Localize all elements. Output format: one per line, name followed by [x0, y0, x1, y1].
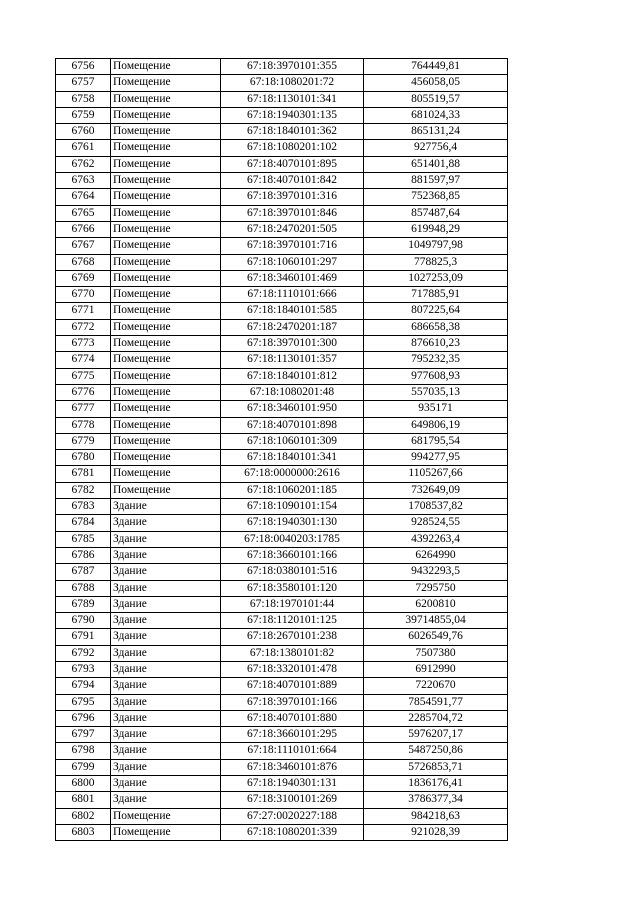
- table-row: [56, 824, 508, 840]
- table-row: [56, 205, 508, 221]
- table-row: [56, 580, 508, 596]
- cadastral-number-cell: 67:18:2670101:238: [221, 629, 364, 645]
- cadastral-number-cell: 67:18:4070101:889: [221, 678, 364, 694]
- cadastral-value-cell: 984218,63: [364, 808, 508, 824]
- table-row: [56, 352, 508, 368]
- table-row: [56, 319, 508, 335]
- table-row: [56, 384, 508, 400]
- row-number-cell: 6765: [56, 205, 111, 221]
- cadastral-number-cell: 67:18:3100101:269: [221, 792, 364, 808]
- object-type-cell: Помещение: [111, 173, 221, 189]
- table-row: [56, 140, 508, 156]
- cadastral-value-cell: 5976207,17: [364, 727, 508, 743]
- cadastral-value-cell: 857487,64: [364, 205, 508, 221]
- object-type-cell: Помещение: [111, 91, 221, 107]
- cadastral-number-cell: 67:18:1110101:666: [221, 287, 364, 303]
- object-type-cell: Здание: [111, 661, 221, 677]
- cadastral-value-cell: 7854591,77: [364, 694, 508, 710]
- table-row: [56, 173, 508, 189]
- object-type-cell: Помещение: [111, 189, 221, 205]
- row-number-cell: 6788: [56, 580, 111, 596]
- row-number-cell: 6778: [56, 417, 111, 433]
- row-number-cell: 6763: [56, 173, 111, 189]
- row-number-cell: 6767: [56, 238, 111, 254]
- table-row: [56, 743, 508, 759]
- row-number-cell: 6797: [56, 727, 111, 743]
- object-type-cell: Помещение: [111, 270, 221, 286]
- table-row: [56, 727, 508, 743]
- cadastral-number-cell: 67:18:3970101:355: [221, 59, 364, 75]
- cadastral-value-cell: 456058,05: [364, 75, 508, 91]
- row-number-cell: 6764: [56, 189, 111, 205]
- cadastral-value-cell: 807225,64: [364, 303, 508, 319]
- table-row: [56, 531, 508, 547]
- cadastral-value-cell: 921028,39: [364, 824, 508, 840]
- row-number-cell: 6761: [56, 140, 111, 156]
- cadastral-value-cell: 5487250,86: [364, 743, 508, 759]
- object-type-cell: Здание: [111, 743, 221, 759]
- cadastral-value-cell: 39714855,04: [364, 613, 508, 629]
- cadastral-number-cell: 67:18:1080201:339: [221, 824, 364, 840]
- row-number-cell: 6803: [56, 824, 111, 840]
- table-row: [56, 792, 508, 808]
- row-number-cell: 6769: [56, 270, 111, 286]
- cadastral-number-cell: 67:18:1840101:812: [221, 368, 364, 384]
- cadastral-number-cell: 67:18:1130101:341: [221, 91, 364, 107]
- table-row: [56, 466, 508, 482]
- object-type-cell: Здание: [111, 596, 221, 612]
- table-row: [56, 287, 508, 303]
- row-number-cell: 6759: [56, 107, 111, 123]
- object-type-cell: Помещение: [111, 384, 221, 400]
- object-type-cell: Помещение: [111, 107, 221, 123]
- cadastral-value-cell: 994277,95: [364, 450, 508, 466]
- cadastral-value-cell: 2285704,72: [364, 710, 508, 726]
- cadastral-number-cell: 67:18:4070101:895: [221, 156, 364, 172]
- row-number-cell: 6790: [56, 613, 111, 629]
- cadastral-value-cell: 557035,13: [364, 384, 508, 400]
- cadastral-value-cell: 865131,24: [364, 124, 508, 140]
- row-number-cell: 6799: [56, 759, 111, 775]
- cadastral-number-cell: 67:18:3660101:295: [221, 727, 364, 743]
- table-row: [56, 270, 508, 286]
- row-number-cell: 6774: [56, 352, 111, 368]
- table-row: [56, 759, 508, 775]
- table-row: [56, 564, 508, 580]
- row-number-cell: 6796: [56, 710, 111, 726]
- cadastral-number-cell: 67:18:3460101:950: [221, 401, 364, 417]
- cadastral-value-cell: 9432293,5: [364, 564, 508, 580]
- cadastral-value-cell: 805519,57: [364, 91, 508, 107]
- object-type-cell: Помещение: [111, 824, 221, 840]
- object-type-cell: Здание: [111, 580, 221, 596]
- table-row: [56, 401, 508, 417]
- cadastral-value-cell: 6200810: [364, 596, 508, 612]
- cadastral-number-cell: 67:18:1380101:82: [221, 645, 364, 661]
- row-number-cell: 6802: [56, 808, 111, 824]
- cadastral-number-cell: 67:18:3580101:120: [221, 580, 364, 596]
- row-number-cell: 6787: [56, 564, 111, 580]
- row-number-cell: 6781: [56, 466, 111, 482]
- row-number-cell: 6792: [56, 645, 111, 661]
- object-type-cell: Помещение: [111, 254, 221, 270]
- table-row: [56, 221, 508, 237]
- row-number-cell: 6784: [56, 515, 111, 531]
- cadastral-value-cell: 876610,23: [364, 336, 508, 352]
- cadastral-number-cell: 67:18:1080201:48: [221, 384, 364, 400]
- object-type-cell: Помещение: [111, 221, 221, 237]
- cadastral-value-cell: 619948,29: [364, 221, 508, 237]
- row-number-cell: 6800: [56, 776, 111, 792]
- cadastral-number-cell: 67:18:1060101:297: [221, 254, 364, 270]
- row-number-cell: 6794: [56, 678, 111, 694]
- cadastral-number-cell: 67:18:4070101:842: [221, 173, 364, 189]
- cadastral-number-cell: 67:18:1090101:154: [221, 499, 364, 515]
- cadastral-value-cell: 7220670: [364, 678, 508, 694]
- cadastral-number-cell: 67:18:2470201:187: [221, 319, 364, 335]
- cadastral-value-cell: 795232,35: [364, 352, 508, 368]
- row-number-cell: 6758: [56, 91, 111, 107]
- cadastral-number-cell: 67:18:1080201:72: [221, 75, 364, 91]
- table-row: [56, 645, 508, 661]
- row-number-cell: 6793: [56, 661, 111, 677]
- cadastral-value-cell: 651401,88: [364, 156, 508, 172]
- table-row: [56, 499, 508, 515]
- cadastral-number-cell: 67:18:0000000:2616: [221, 466, 364, 482]
- cadastral-number-cell: 67:18:0380101:516: [221, 564, 364, 580]
- cadastral-number-cell: 67:27:0020227:188: [221, 808, 364, 824]
- object-type-cell: Помещение: [111, 466, 221, 482]
- table-row: [56, 156, 508, 172]
- object-type-cell: Здание: [111, 710, 221, 726]
- cadastral-value-cell: 686658,38: [364, 319, 508, 335]
- table-row: [56, 808, 508, 824]
- cadastral-value-cell: 928524,55: [364, 515, 508, 531]
- table-row: [56, 417, 508, 433]
- row-number-cell: 6798: [56, 743, 111, 759]
- object-type-cell: Помещение: [111, 75, 221, 91]
- object-type-cell: Здание: [111, 564, 221, 580]
- cadastral-value-table: [55, 58, 508, 841]
- object-type-cell: Здание: [111, 727, 221, 743]
- cadastral-number-cell: 67:18:3460101:876: [221, 759, 364, 775]
- row-number-cell: 6782: [56, 482, 111, 498]
- cadastral-number-cell: 67:18:2470201:505: [221, 221, 364, 237]
- cadastral-number-cell: 67:18:1840101:341: [221, 450, 364, 466]
- cadastral-value-cell: 6264990: [364, 547, 508, 563]
- table-row: [56, 59, 508, 75]
- cadastral-value-cell: 935171: [364, 401, 508, 417]
- cadastral-number-cell: 67:18:3970101:846: [221, 205, 364, 221]
- object-type-cell: Здание: [111, 645, 221, 661]
- cadastral-number-cell: 67:18:1110101:664: [221, 743, 364, 759]
- cadastral-number-cell: 67:18:4070101:880: [221, 710, 364, 726]
- row-number-cell: 6760: [56, 124, 111, 140]
- object-type-cell: Помещение: [111, 433, 221, 449]
- object-type-cell: Помещение: [111, 59, 221, 75]
- table-row: [56, 678, 508, 694]
- cadastral-number-cell: 67:18:1940301:131: [221, 776, 364, 792]
- cadastral-value-cell: 1105267,66: [364, 466, 508, 482]
- table-row: [56, 596, 508, 612]
- object-type-cell: Здание: [111, 694, 221, 710]
- object-type-cell: Здание: [111, 531, 221, 547]
- cadastral-number-cell: 67:18:1060201:185: [221, 482, 364, 498]
- cadastral-value-cell: 927756,4: [364, 140, 508, 156]
- object-type-cell: Помещение: [111, 352, 221, 368]
- object-type-cell: Помещение: [111, 287, 221, 303]
- row-number-cell: 6773: [56, 336, 111, 352]
- table-row: [56, 661, 508, 677]
- table-row: [56, 776, 508, 792]
- cadastral-value-cell: 3786377,34: [364, 792, 508, 808]
- object-type-cell: Помещение: [111, 417, 221, 433]
- cadastral-value-cell: 717885,91: [364, 287, 508, 303]
- table-row: [56, 547, 508, 563]
- cadastral-number-cell: 67:18:3970101:716: [221, 238, 364, 254]
- cadastral-number-cell: 67:18:3970101:316: [221, 189, 364, 205]
- cadastral-number-cell: 67:18:3320101:478: [221, 661, 364, 677]
- cadastral-value-cell: 5726853,71: [364, 759, 508, 775]
- object-type-cell: Здание: [111, 792, 221, 808]
- object-type-cell: Помещение: [111, 450, 221, 466]
- cadastral-value-cell: 881597,97: [364, 173, 508, 189]
- table-row: [56, 336, 508, 352]
- table-row: [56, 303, 508, 319]
- cadastral-number-cell: 67:18:1130101:357: [221, 352, 364, 368]
- table-row: [56, 482, 508, 498]
- cadastral-value-cell: 1836176,41: [364, 776, 508, 792]
- cadastral-number-cell: 67:18:1970101:44: [221, 596, 364, 612]
- object-type-cell: Здание: [111, 613, 221, 629]
- row-number-cell: 6779: [56, 433, 111, 449]
- table-row: [56, 433, 508, 449]
- table-row: [56, 75, 508, 91]
- object-type-cell: Здание: [111, 678, 221, 694]
- table-row: [56, 107, 508, 123]
- row-number-cell: 6791: [56, 629, 111, 645]
- object-type-cell: Здание: [111, 515, 221, 531]
- cadastral-number-cell: 67:18:3970101:166: [221, 694, 364, 710]
- row-number-cell: 6780: [56, 450, 111, 466]
- cadastral-value-cell: 1027253,09: [364, 270, 508, 286]
- cadastral-number-cell: 67:18:1840101:585: [221, 303, 364, 319]
- table-row: [56, 238, 508, 254]
- cadastral-value-cell: 4392263,4: [364, 531, 508, 547]
- row-number-cell: 6772: [56, 319, 111, 335]
- cadastral-value-cell: 681024,33: [364, 107, 508, 123]
- cadastral-value-cell: 732649,09: [364, 482, 508, 498]
- table-row: [56, 450, 508, 466]
- row-number-cell: 6775: [56, 368, 111, 384]
- row-number-cell: 6766: [56, 221, 111, 237]
- table-body: [56, 59, 508, 841]
- cadastral-number-cell: 67:18:1840101:362: [221, 124, 364, 140]
- row-number-cell: 6756: [56, 59, 111, 75]
- row-number-cell: 6762: [56, 156, 111, 172]
- object-type-cell: Здание: [111, 759, 221, 775]
- table-row: [56, 254, 508, 270]
- object-type-cell: Помещение: [111, 401, 221, 417]
- object-type-cell: Здание: [111, 776, 221, 792]
- object-type-cell: Помещение: [111, 205, 221, 221]
- cadastral-number-cell: 67:18:3970101:300: [221, 336, 364, 352]
- row-number-cell: 6789: [56, 596, 111, 612]
- cadastral-value-cell: 649806,19: [364, 417, 508, 433]
- row-number-cell: 6786: [56, 547, 111, 563]
- row-number-cell: 6771: [56, 303, 111, 319]
- object-type-cell: Здание: [111, 629, 221, 645]
- object-type-cell: Помещение: [111, 303, 221, 319]
- cadastral-value-cell: 764449,81: [364, 59, 508, 75]
- object-type-cell: Помещение: [111, 319, 221, 335]
- cadastral-number-cell: 67:18:0040203:1785: [221, 531, 364, 547]
- cadastral-number-cell: 67:18:1940301:130: [221, 515, 364, 531]
- cadastral-number-cell: 67:18:1060101:309: [221, 433, 364, 449]
- table-row: [56, 189, 508, 205]
- object-type-cell: Помещение: [111, 156, 221, 172]
- row-number-cell: 6768: [56, 254, 111, 270]
- row-number-cell: 6770: [56, 287, 111, 303]
- cadastral-number-cell: 67:18:1080201:102: [221, 140, 364, 156]
- cadastral-value-cell: 7507380: [364, 645, 508, 661]
- object-type-cell: Здание: [111, 499, 221, 515]
- object-type-cell: Помещение: [111, 140, 221, 156]
- table-row: [56, 629, 508, 645]
- cadastral-value-cell: 7295750: [364, 580, 508, 596]
- cadastral-value-cell: 1708537,82: [364, 499, 508, 515]
- row-number-cell: 6801: [56, 792, 111, 808]
- table-row: [56, 368, 508, 384]
- object-type-cell: Помещение: [111, 808, 221, 824]
- cadastral-value-cell: 1049797,98: [364, 238, 508, 254]
- cadastral-number-cell: 67:18:1940301:135: [221, 107, 364, 123]
- row-number-cell: 6795: [56, 694, 111, 710]
- table-row: [56, 694, 508, 710]
- object-type-cell: Помещение: [111, 482, 221, 498]
- object-type-cell: Здание: [111, 547, 221, 563]
- table-row: [56, 91, 508, 107]
- cadastral-value-cell: 681795,54: [364, 433, 508, 449]
- cadastral-number-cell: 67:18:3460101:469: [221, 270, 364, 286]
- cadastral-value-cell: 6026549,76: [364, 629, 508, 645]
- row-number-cell: 6777: [56, 401, 111, 417]
- table-row: [56, 710, 508, 726]
- cadastral-value-cell: 6912990: [364, 661, 508, 677]
- cadastral-number-cell: 67:18:4070101:898: [221, 417, 364, 433]
- cadastral-value-cell: 778825,3: [364, 254, 508, 270]
- row-number-cell: 6785: [56, 531, 111, 547]
- table-row: [56, 124, 508, 140]
- object-type-cell: Помещение: [111, 124, 221, 140]
- row-number-cell: 6757: [56, 75, 111, 91]
- cadastral-value-cell: 977608,93: [364, 368, 508, 384]
- cadastral-number-cell: 67:18:1120101:125: [221, 613, 364, 629]
- object-type-cell: Помещение: [111, 336, 221, 352]
- table-row: [56, 613, 508, 629]
- object-type-cell: Помещение: [111, 368, 221, 384]
- cadastral-value-cell: 752368,85: [364, 189, 508, 205]
- row-number-cell: 6776: [56, 384, 111, 400]
- object-type-cell: Помещение: [111, 238, 221, 254]
- row-number-cell: 6783: [56, 499, 111, 515]
- table-row: [56, 515, 508, 531]
- cadastral-number-cell: 67:18:3660101:166: [221, 547, 364, 563]
